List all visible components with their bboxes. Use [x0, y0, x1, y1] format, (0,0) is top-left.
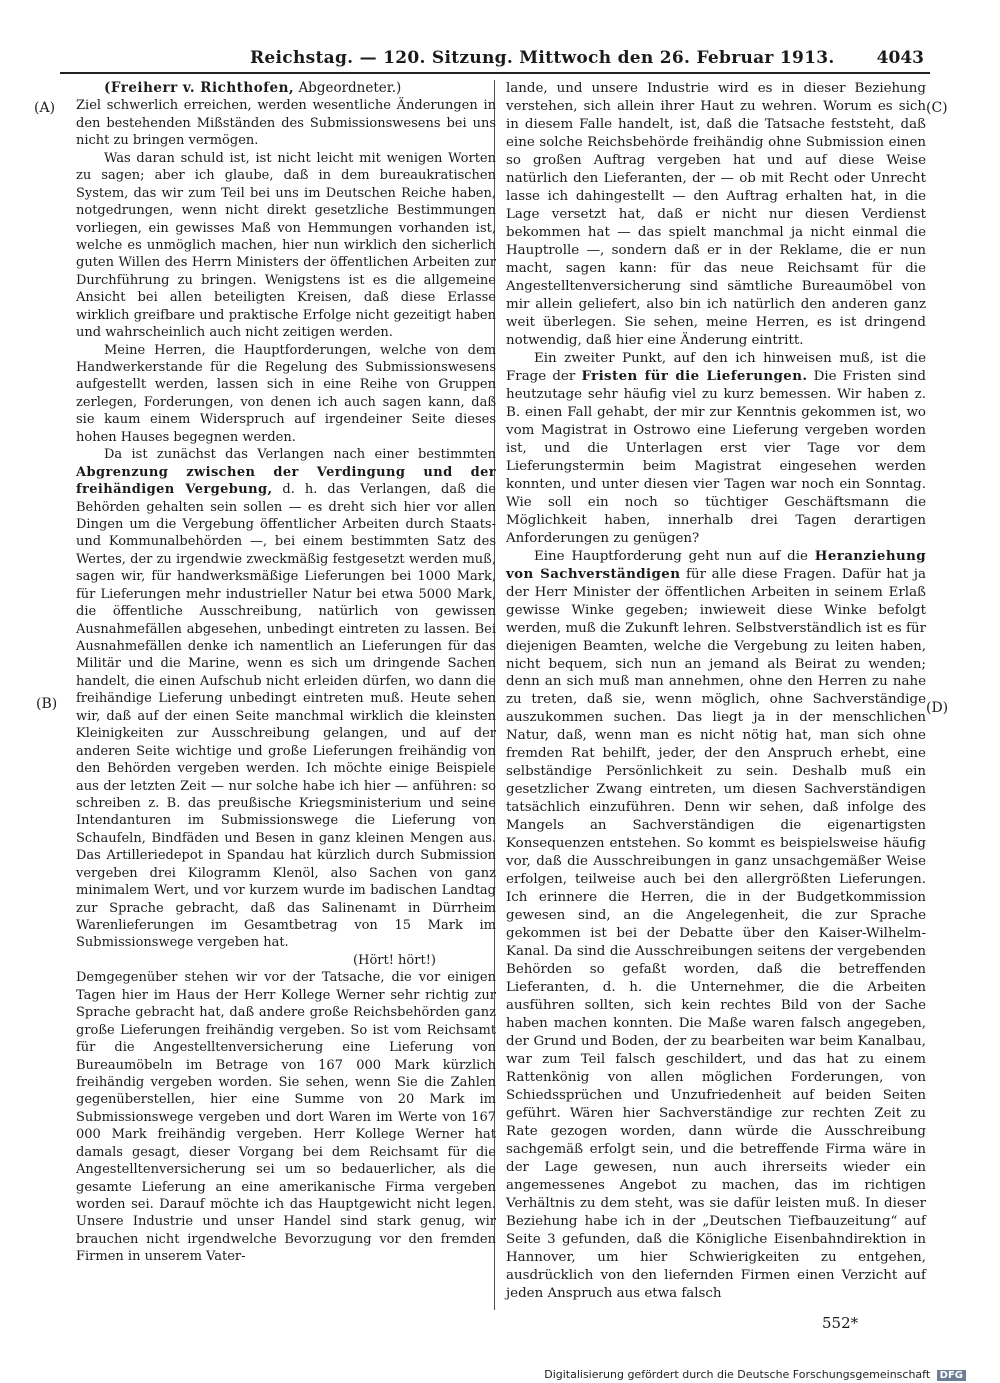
speaker-note	[76, 80, 496, 97]
dfg-logo: DFG	[937, 1370, 966, 1381]
left-column	[76, 80, 496, 1266]
interjection: (Hört! hört!)	[353, 952, 436, 968]
text-run: für alle diese Fragen. Dafür hat ja der Herr Minister der öffentlichen Arbeiten in seinem Erlaß gewisse Winke gegeben; inwieweit diese Winke befolgt werden, muß die Zukunft lehren. Selbstverständlich ist es für diejenigen Beamten, welche die Vergebung zu leiten haben, nicht bequem, sich nun an jemand als Beirat zu wenden; denn an sich muß man annehmen, ohne den Herren zu nahe zu treten, daß sie, wenn möglich, ohne Sachverständige auszukommen suchen. Das liegt ja in der menschlichen Natur, daß, wenn man es nicht nötig hat, man sich ohne fremden Rat behilft, jeder, der den Anspruch erhebt, eine selbständige Persönlichkeit zu sein. Deshalb muß ein gesetzlicher Zwang eintreten, um diesen Sachverständigen tatsächlich einzuführen. Denn wir sehen, daß infolge des Mangels an Sachverständigen die eigenartigsten Konsequenzen entstehen. So kommt es beispielsweise häufig vor, daß die Ausschreibungen in ganz unsachgemäßer Weise erfolgen, teilweise auch bei den allergrößten Lieferungen. Ich erinnere die Herren, die in der Budgetkommission gewesen sind, an die Angelegenheit, die zur Sprache gekommen ist bei der Debatte über den Kaiser-Wilhelm-Kanal. Da sind die Ausschreibungen seitens der vergebenden Behörden so gefaßt worden, daß die betreffenden Lieferanten, d. h. die Unternehmer, die die Arbeiten ausführen sollten, sich kein rechtes Bild von der Sache haben machen konnten. Die Maße waren falsch angegeben, der Grund und Boden, der zu bearbeiten war beim Kanalbau, war zum Teil falsch geschildert, und das hat zu einem Rattenkönig von allen möglichen Forderungen, von Schiedssprüchen und Unzufriedenheit auf beiden Seiten geführt. Wären hier Sachverständige zur rechten Zeit zu Rate gezogen worden, dann würde die Ausschreibung sachgemäß erfolgt sein, und die betreffende Firma wäre in der Lage gewesen, nun auch ihrerseits wieder ein angemessenes Angebot zu machen, das im richtigen Verhältnis zu dem steht, was sie dafür leisten muß. In dieser Beziehung habe ich in der „Deutschen Tiefbauzeitung“ auf Seite 3 gefunden, daß die Königliche Eisenbahndirektion in Hannover, um hier Schwierigkeiten zu entgehen, ausdrücklich von den liefernden Firmen einen Verzicht auf jeden Anspruch aus etwa falsch	[506, 566, 926, 1301]
page-header	[60, 44, 930, 74]
footer-text: Digitalisierung gefördert durch die Deutsche Forschungsgemeinschaft	[544, 1368, 931, 1381]
paragraph: lande, und unsere Industrie wird es in dieser Beziehung verstehen, sich allein ihrer Haut zu wehren. Worum es sich in diesem Falle handelt, ist, daß die Tatsache feststeht, daß eine solche Reichsbehörde freihändig ohne Submission einen so großen Auftrag vergeben hat und auf diese Weise natürlich den Lieferanten, der — ob mit Recht oder Unrecht lasse ich dahingestellt — den Auftrag erhalten hat, in die Lage versetzt hat, daß er nicht nur diesen Verdienst bekommen hat — das spielt manchmal ja nicht einmal die Hauptrolle —, sondern daß er in der Reklame, die er nun macht, sagen kann: für das neue Reichsamt für die Angestelltenversicherung sind sämtliche Bureaumöbel von mir allein geliefert, also bin ich natürlich den anderen ganz weit überlegen. Sie sehen, meine Herren, es ist dringend notwendig, daß hier eine Änderung eintritt.	[506, 81, 926, 348]
running-title: Reichstag. — 120. Sitzung. Mittwoch den 26. Februar 1913.	[250, 48, 835, 68]
paragraph	[506, 548, 926, 1303]
paragraph	[76, 446, 496, 952]
paragraph: Ziel schwerlich erreichen, werden wesentliche Änderungen in den bestehenden Mißständen des Submissionswesens bei uns nicht zu bringen vermögen.	[76, 98, 496, 149]
emphasized-heading: Fristen für die Lieferungen.	[581, 367, 808, 384]
sheet-number: 552*	[822, 1314, 859, 1332]
emphasized-heading: Heranziehung von Sachverständigen	[506, 547, 926, 582]
margin-marker-b: (B)	[36, 696, 58, 712]
page-number: 4043	[876, 48, 924, 68]
margin-marker-a: (A)	[34, 100, 56, 116]
text-run: Ein zweiter Punkt, auf den ich hinweisen muß, ist die Frage der	[506, 350, 926, 384]
emphasized-heading: Abgrenzung zwischen der Verdingung und der freihändigen Vergebung,	[76, 464, 496, 498]
text-run: Eine Hauptforderung geht nun auf die	[534, 548, 808, 564]
paragraph: Demgegenüber stehen wir vor der Tatsache, die vor einigen Tagen hier im Haus der Herr Kollege Werner sehr richtig zur Sprache gebracht hat, daß andere große Reichsbehörden ganz große Lieferungen freihändig vergeben. So ist vom Reichsamt für die Angestelltenversicherung eine Lieferung von Bureaumöbeln im Betrage von 167 000 Mark kürzlich freihändig vergeben worden. Sie sehen, wenn Sie die Zahlen gegenüberstellen, hier eine Summe von 20 Mark im Submissionswege vergeben und dort Waren im Werte von 167 000 Mark freihändig vergeben. Herr Kollege Werner hat damals gesagt, dieser Vorgang bei dem Reichsamt für die Angestelltenversicherung sei um so bedauerlicher, als die gesamte Lieferung an eine amerikanische Firma vergeben worden sei. Darauf möchte ich das Hauptgewicht nicht legen. Unsere Industrie und unser Handel sind stark genug, wir brauchen nicht irgendwelche Bevorzugung vor den fremden Firmen in unserem Vater-	[76, 970, 496, 1265]
text-run: Da ist zunächst das Verlangen nach einer bestimmten	[104, 447, 496, 463]
speaker-role: Abgeordneter.)	[298, 80, 402, 96]
margin-marker-c: (C)	[926, 100, 948, 116]
right-column	[506, 80, 926, 1303]
text-run: Die Fristen sind heutzutage sehr häufig viel zu kurz bemessen. Wir haben z. B. einen Fall gehabt, der mir zur Kenntnis gekommen ist, wo vom Magistrat in Ostrowo eine Lieferung vergeben worden ist, und die Unterlagen erst vier Tage vor dem Lieferungstermin beim Magistrat eingesehen werden konnten, und unter diesen vier Tagen war noch ein Sonntag. Wie soll ein noch so tüchtiger Geschäftsmann die Möglichkeit haben, innerhalb drei Tagen derartigen Anforderungen zu genügen?	[506, 368, 927, 546]
paragraph: Was daran schuld ist, ist nicht leicht mit wenigen Worten zu sagen; aber ich glaube, daß in dem bureaukratischen System, das wir zum Teil bei uns im Deutschen Reiche haben, notgedrungen, wenn nicht direkt gesetzliche Bestimmungen vorliegen, ein gewisses Maß von Hemmungen vorhanden ist, welche es unmöglich machen, hier nun wirklich den sicherlich guten Willen des Herrn Ministers der öffentlichen Arbeiten zur Durchführung zu bringen. Wenigstens ist es die allgemeine Ansicht bei allen beteiligten Kreisen, daß diese Erlasse wirklich greifbare und praktische Erfolge nicht gezeitigt haben und wahrscheinlich auch nicht zeitigen werden.	[76, 150, 496, 341]
paragraph: Meine Herren, die Hauptforderungen, welche von dem Handwerkerstande für die Regelung des Submissionswesens aufgestellt werden, lassen sich in eine Reihe von Gruppen zerlegen, Forderungen, von denen ich auch sagen kann, daß sie kaum einem Widerspruch auf irgendeiner Seite dieses hohen Hauses begegnen werden.	[76, 342, 496, 445]
digitization-footer	[544, 1368, 966, 1381]
speaker-name: (Freiherr v. Richthofen,	[104, 80, 295, 96]
margin-marker-d: (D)	[926, 700, 949, 716]
paragraph	[506, 350, 926, 548]
text-run: d. h. das Verlangen, daß die Behörden gehalten sein sollen — es dreht sich hier vor allen Dingen um die Vergebung öffentlicher Arbeiten durch Staats- und Kommunalbehörden —, bei einem bestimmten Satz des Wertes, der zu irgendwie zweckmäßig festgesetzt werden muß, sagen wir, für handwerksmäßige Lieferungen bei 1000 Mark, für Lieferungen mehr industrieller Natur bei etwa 5000 Mark, die öffentliche Ausschreibung, natürlich von gewissen Ausnahmefällen abgesehen, unbedingt eintreten zu lassen. Bei Ausnahmefällen denke ich namentlich an Lieferungen für das Militär und die Marine, wenn es sich um dringende Sachen handelt, die einen Aufschub nicht erleiden dürfen, wo dann die freihändige Lieferung unbedingt eintreten muß. Heute sehen wir, daß auf der einen Seite manchmal wirklich die kleinsten Kleinigkeiten zur Ausschreibung gelangen, und auf der anderen Seite wichtige und große Lieferungen freihändig von den Behörden vergeben werden. Ich möchte einige Beispiele aus der letzten Zeit — nur solche habe ich hier — anführen: so schreiben z. B. das preußische Kriegsministerium und seine Intendanturen im Submissionswege die Lieferung von Schaufeln, Bindfäden und Besen in ganz kleinen Mengen aus. Das Artilleriedepot in Spandau hat kürzlich durch Submission vergeben drei Kilogramm Klenöl, also Sachen von ganz minimalem Wert, und vor kurzem wurde im badischen Landtag zur Sprache gebracht, daß das Salinenamt in Dürrheim Warenlieferungen im Gesamtbetrag von 15 Mark im Submissionswege vergeben hat.	[76, 482, 496, 951]
